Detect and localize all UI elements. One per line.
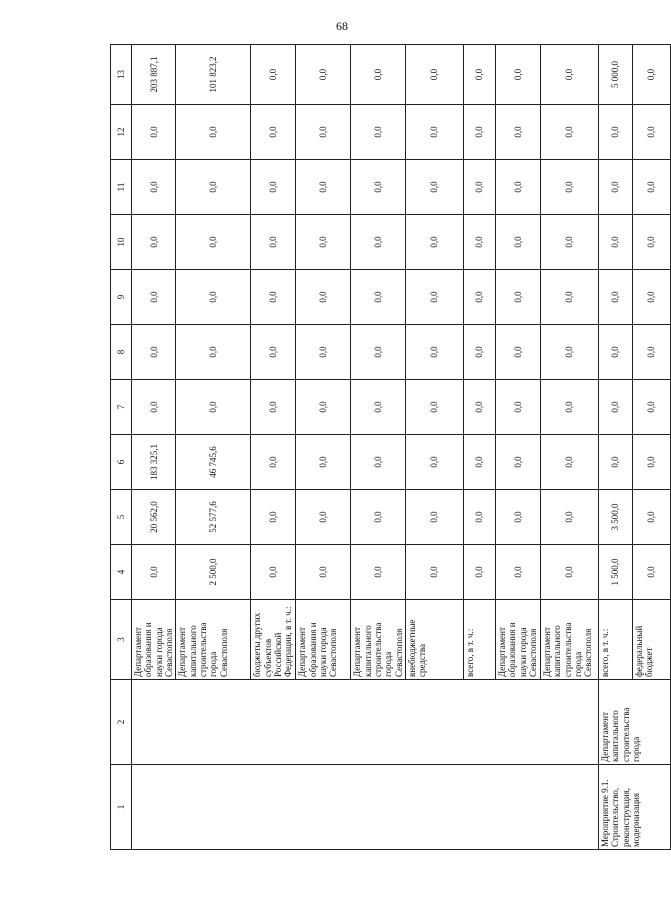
value-cell: 0,0	[176, 215, 251, 270]
value-cell: 0,0	[176, 270, 251, 325]
value-cell: 0,0	[633, 160, 671, 215]
value-cell: 0,0	[496, 270, 541, 325]
value-cell: 0,0	[599, 380, 633, 435]
value-cell: 0,0	[541, 435, 599, 490]
value-cell: 0,0	[599, 160, 633, 215]
value-cell: 0,0	[633, 45, 671, 105]
value-cell: 0,0	[351, 160, 406, 215]
value-cell: 0,0	[496, 215, 541, 270]
value-cell: 0,0	[464, 545, 496, 600]
value-cell: 0,0	[351, 45, 406, 105]
value-cell: 0,0	[406, 160, 464, 215]
value-cell: 0,0	[132, 545, 176, 600]
value-cell: 0,0	[599, 105, 633, 160]
value-cell: 0,0	[541, 490, 599, 545]
value-cell: 0,0	[406, 325, 464, 380]
value-cell: 0,0	[176, 380, 251, 435]
value-cell: 0,0	[351, 270, 406, 325]
value-cell: 0,0	[406, 380, 464, 435]
value-cell: 0,0	[464, 105, 496, 160]
column-header: 8	[111, 325, 132, 380]
value-cell: 0,0	[633, 545, 671, 600]
value-cell: 0,0	[296, 490, 351, 545]
value-cell: 0,0	[406, 490, 464, 545]
value-cell: 0,0	[296, 215, 351, 270]
value-cell: 0,0	[296, 545, 351, 600]
column-header: 4	[111, 545, 132, 600]
activity-name-cell: Мероприятие 9.1. Строительство, реконструкция, модернизация	[599, 765, 671, 850]
value-cell: 0,0	[251, 105, 296, 160]
funding-source-cell: всего, в т. ч.:	[599, 600, 633, 680]
value-cell: 0,0	[464, 325, 496, 380]
funding-source-cell: бюджеты других субъектов Российской Федерации, в т. ч.:	[251, 600, 296, 680]
column-header: 2	[111, 680, 132, 765]
value-cell: 0,0	[251, 45, 296, 105]
value-cell: 0,0	[599, 270, 633, 325]
funding-source-cell: Департамент капитального строительства города Севастополя	[351, 600, 406, 680]
value-cell: 0,0	[251, 270, 296, 325]
value-cell: 0,0	[251, 160, 296, 215]
funding-source-cell: Департамент капитального строительства города Севастополя	[541, 600, 599, 680]
value-cell: 0,0	[406, 105, 464, 160]
value-cell: 0,0	[541, 105, 599, 160]
column-header: 12	[111, 105, 132, 160]
column-header: 10	[111, 215, 132, 270]
column-header: 13	[111, 45, 132, 105]
value-cell: 0,0	[464, 270, 496, 325]
value-cell: 0,0	[296, 380, 351, 435]
executor-cell-empty	[132, 680, 599, 765]
value-cell: 0,0	[464, 490, 496, 545]
value-cell: 0,0	[132, 380, 176, 435]
value-cell: 0,0	[541, 160, 599, 215]
value-cell: 101 823,2	[176, 45, 251, 105]
value-cell: 0,0	[176, 105, 251, 160]
value-cell: 20 562,0	[132, 490, 176, 545]
column-header: 3	[111, 600, 132, 680]
value-cell: 0,0	[599, 435, 633, 490]
value-cell: 0,0	[496, 435, 541, 490]
value-cell: 0,0	[132, 270, 176, 325]
column-header: 11	[111, 160, 132, 215]
activity-executor-cell: Департамент капитального строительства города	[599, 680, 671, 765]
value-cell: 5 000,0	[599, 45, 633, 105]
funding-source-cell: Департамент образования и науки города Севастополя	[132, 600, 176, 680]
value-cell: 0,0	[351, 545, 406, 600]
page-number: 68	[336, 19, 348, 33]
budget-table	[110, 44, 671, 850]
value-cell: 203 887,1	[132, 45, 176, 105]
value-cell: 0,0	[351, 215, 406, 270]
value-cell: 0,0	[599, 325, 633, 380]
value-cell: 0,0	[496, 45, 541, 105]
header-row	[111, 45, 132, 850]
value-cell: 0,0	[464, 160, 496, 215]
value-cell: 0,0	[132, 160, 176, 215]
value-cell: 1 500,0	[599, 545, 633, 600]
budget-table-rotated	[110, 45, 657, 850]
value-cell: 0,0	[132, 325, 176, 380]
funding-source-cell: внебюджетные средства	[406, 600, 464, 680]
value-cell: 0,0	[406, 545, 464, 600]
value-cell: 0,0	[633, 325, 671, 380]
value-cell: 0,0	[251, 325, 296, 380]
value-cell: 0,0	[351, 490, 406, 545]
value-cell: 183 325,1	[132, 435, 176, 490]
value-cell: 0,0	[251, 380, 296, 435]
activity-cell-empty	[132, 765, 599, 850]
value-cell: 0,0	[496, 490, 541, 545]
value-cell: 0,0	[296, 435, 351, 490]
value-cell: 2 500,0	[176, 545, 251, 600]
value-cell: 0,0	[633, 435, 671, 490]
column-header: 5	[111, 490, 132, 545]
value-cell: 0,0	[132, 105, 176, 160]
value-cell: 0,0	[406, 270, 464, 325]
value-cell: 0,0	[541, 45, 599, 105]
value-cell: 52 577,6	[176, 490, 251, 545]
value-cell: 0,0	[541, 270, 599, 325]
value-cell: 0,0	[296, 270, 351, 325]
value-cell: 0,0	[251, 490, 296, 545]
funding-source-cell: всего, в т. ч.:	[464, 600, 496, 680]
value-cell: 0,0	[633, 215, 671, 270]
value-cell: 0,0	[406, 215, 464, 270]
value-cell: 0,0	[541, 380, 599, 435]
value-cell: 0,0	[176, 325, 251, 380]
value-cell: 0,0	[296, 325, 351, 380]
value-cell: 46 745,6	[176, 435, 251, 490]
funding-source-cell: федеральный бюджет	[633, 600, 671, 680]
value-cell: 0,0	[406, 45, 464, 105]
value-cell: 0,0	[633, 105, 671, 160]
value-cell: 0,0	[464, 215, 496, 270]
value-cell: 0,0	[541, 545, 599, 600]
column-header: 9	[111, 270, 132, 325]
value-cell: 0,0	[351, 105, 406, 160]
value-cell: 0,0	[464, 435, 496, 490]
funding-source-cell: Департамент капитального строительства города Севастополя	[176, 600, 251, 680]
value-cell: 0,0	[541, 325, 599, 380]
value-cell: 0,0	[406, 435, 464, 490]
value-cell: 0,0	[464, 45, 496, 105]
value-cell: 0,0	[251, 215, 296, 270]
value-cell: 0,0	[351, 435, 406, 490]
value-cell: 0,0	[464, 380, 496, 435]
value-cell: 0,0	[633, 490, 671, 545]
value-cell: 0,0	[496, 105, 541, 160]
value-cell: 0,0	[132, 215, 176, 270]
value-cell: 0,0	[176, 160, 251, 215]
value-cell: 0,0	[496, 325, 541, 380]
value-cell: 3 500,0	[599, 490, 633, 545]
value-cell: 0,0	[496, 380, 541, 435]
column-header: 7	[111, 380, 132, 435]
value-cell: 0,0	[496, 160, 541, 215]
value-cell: 0,0	[251, 545, 296, 600]
funding-source-cell: Департамент образования и науки города Севастополя	[296, 600, 351, 680]
column-header: 1	[111, 765, 132, 850]
value-cell: 0,0	[599, 215, 633, 270]
value-cell: 0,0	[351, 325, 406, 380]
value-cell: 0,0	[296, 45, 351, 105]
value-cell: 0,0	[296, 160, 351, 215]
value-cell: 0,0	[633, 270, 671, 325]
table-row	[132, 45, 176, 850]
value-cell: 0,0	[541, 215, 599, 270]
value-cell: 0,0	[251, 435, 296, 490]
value-cell: 0,0	[496, 545, 541, 600]
table-row	[599, 45, 633, 850]
value-cell: 0,0	[296, 105, 351, 160]
value-cell: 0,0	[633, 380, 671, 435]
funding-source-cell: Департамент образования и науки города Севастополя	[496, 600, 541, 680]
table-body	[111, 45, 671, 850]
column-header: 6	[111, 435, 132, 490]
value-cell: 0,0	[351, 380, 406, 435]
